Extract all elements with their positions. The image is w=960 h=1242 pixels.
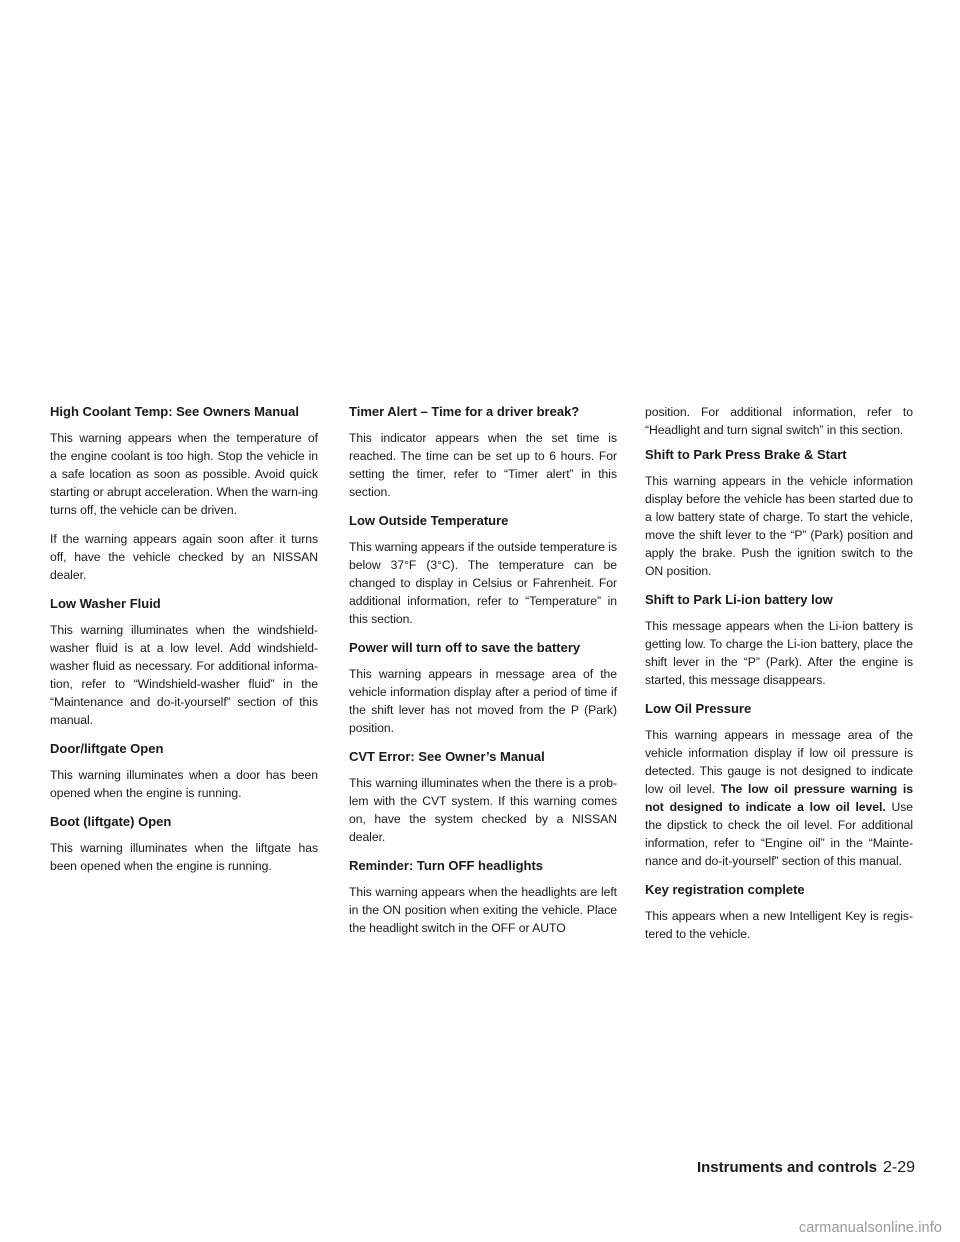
oil-text-regular: This warning appears in message area of the vehicle information display if low oil pressure is detected. This gauge is not designed to indicate low oil level. xyxy=(645,728,913,796)
section-heading: Boot (liftgate) Open xyxy=(50,814,172,829)
paragraph: This indicator appears when the set time is reached. The time can be set up to 6 hours. For setting the timer, refer to “Timer alert” in this section. xyxy=(349,431,617,499)
section-heading: Timer Alert – Time for a driver break? xyxy=(349,404,580,419)
section-cvt-error xyxy=(349,748,617,846)
page-number: 2-29 xyxy=(882,1159,915,1176)
section-high-coolant-temp xyxy=(50,403,318,584)
section-timer-alert xyxy=(349,403,617,501)
section-heading: Door/liftgate Open xyxy=(50,741,164,756)
section-heading: CVT Error: See Owner’s Manual xyxy=(349,749,545,764)
section-low-washer-fluid xyxy=(50,595,318,729)
paragraph: This warning appears when the headlights are left in the ON position when exiting the vehicle. Place the headlight switch in the OFF or AUTO xyxy=(349,885,617,935)
section-power-turn-off xyxy=(349,639,617,737)
oil-text-bold: The low oil pressure warning is not designed to indicate a low oil level. xyxy=(645,782,913,814)
paragraph: This message appears when the Li-ion battery is getting low. To charge the Li-ion battery, place the shift lever in the “P” (Park). After the engine is started, this message disappears. xyxy=(645,619,913,687)
section-key-registration xyxy=(645,881,913,943)
section-heading: Power will turn off to save the battery xyxy=(349,640,581,655)
paragraph: This warning appears when the temperature of the engine coolant is too high. Stop the vehicle in a safe location as soon as possible. Avoid quick starting or abrupt acceleration. When the warn-ing turns off, the vehicle can be driven. xyxy=(50,431,318,517)
column-middle xyxy=(349,403,617,948)
section-heading: Shift to Park Li-ion battery low xyxy=(645,592,833,607)
section-heading: Shift to Park Press Brake & Start xyxy=(645,447,847,462)
section-low-outside-temperature xyxy=(349,512,617,628)
paragraph: This warning appears in message area of the vehicle information display after a period of time if the shift lever has not moved from the P (Park) position. xyxy=(349,667,617,735)
paragraph: This warning appears if the outside temperature is below 37°F (3°C). The temperature can be changed to display in Celsius or Fahrenheit. For additional information, refer to “Temperature” in this section. xyxy=(349,540,617,626)
section-door-liftgate-open xyxy=(50,740,318,802)
paragraph: If the warning appears again soon after it turns off, have the vehicle checked by an NISSAN dealer. xyxy=(50,532,318,582)
section-heading: Low Outside Temperature xyxy=(349,513,509,528)
footer-section-name: Instruments and controls xyxy=(696,1159,877,1176)
section-heading: Low Washer Fluid xyxy=(50,596,161,611)
paragraph: This warning illuminates when the there is a prob-lem with the CVT system. If this warning comes on, have the system checked by a NISSAN dealer. xyxy=(349,776,617,844)
paragraph: This warning illuminates when a door has been opened when the engine is running. xyxy=(50,768,318,800)
section-shift-to-park-battery xyxy=(645,591,913,689)
section-heading: High Coolant Temp: See Owners Manual xyxy=(50,404,299,419)
oil-text-regular-after: Use the dipstick to check the oil level. For additional information, refer to “Engine oil” in the “Mainte-nance and do-it-yourself” section of this manual. xyxy=(645,800,913,868)
watermark: carmanualsonline.info xyxy=(798,1220,942,1236)
section-heading: Low Oil Pressure xyxy=(645,701,752,716)
section-boot-liftgate-open xyxy=(50,813,318,875)
section-low-oil-pressure xyxy=(645,700,913,870)
column-right xyxy=(645,403,913,954)
section-shift-to-park-brake xyxy=(645,446,913,580)
page-footer xyxy=(697,1158,915,1178)
continuation-paragraph: position. For additional information, refer to “Headlight and turn signal switch” in this section. xyxy=(645,405,913,437)
section-heading: Key registration complete xyxy=(645,882,805,897)
column-left xyxy=(50,403,318,886)
paragraph: This warning illuminates when the liftgate has been opened when the engine is running. xyxy=(50,841,318,873)
paragraph: This warning illuminates when the windshield-washer fluid is at a low level. Add windshield-washer fluid as necessary. For additional informa-tion, refer to “Windshield-washer fluid” in the “Maintenance and do-it-yourself” section of this manual. xyxy=(50,623,318,727)
paragraph: This appears when a new Intelligent Key is regis-tered to the vehicle. xyxy=(645,909,913,941)
paragraph-oil-pressure xyxy=(645,726,913,870)
paragraph: This warning appears in the vehicle information display before the vehicle has been started due to a low battery state of charge. To start the vehicle, move the shift lever to the “P” (Park) position and apply the brake. Push the ignition switch to the ON position. xyxy=(645,474,913,578)
section-heading: Reminder: Turn OFF headlights xyxy=(349,858,544,873)
section-reminder-headlights xyxy=(349,857,617,937)
